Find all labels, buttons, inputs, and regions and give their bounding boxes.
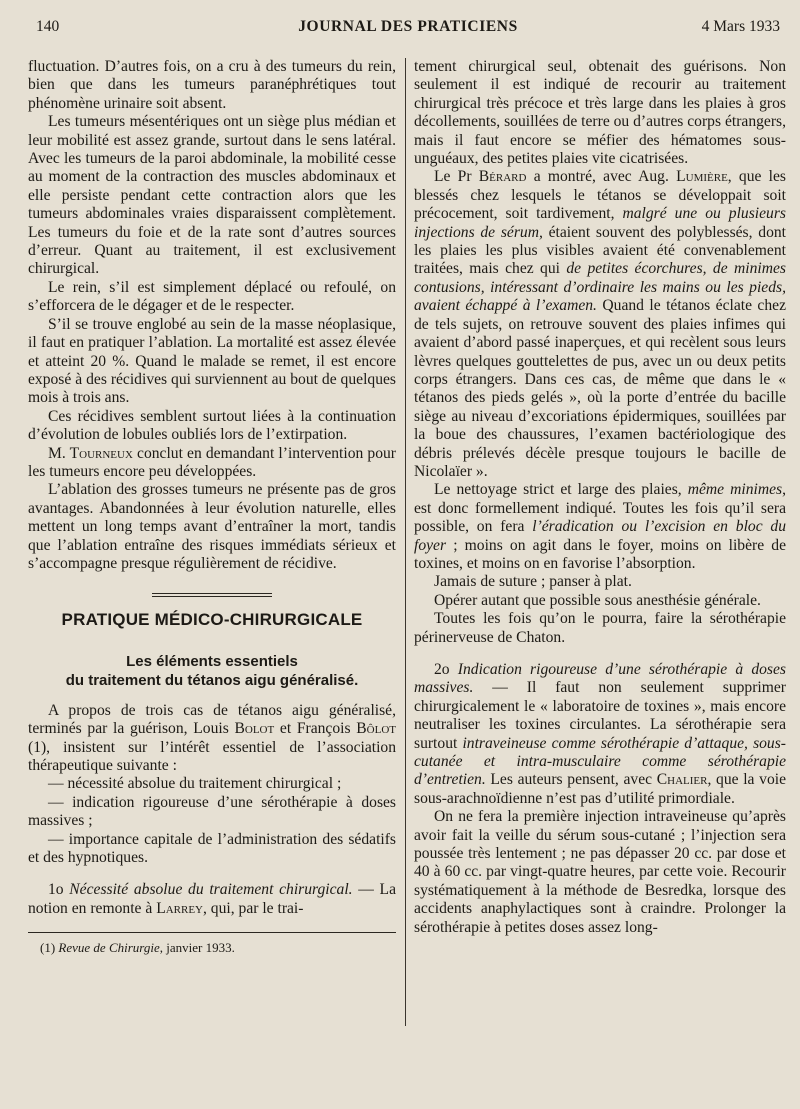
section-title: PRATIQUE MÉDICO-CHIRURGICALE xyxy=(61,610,363,630)
text-span: conclut en demandant l’intervention pour les tumeurs encore peu développées. xyxy=(28,444,396,480)
spacer xyxy=(414,647,786,661)
author-name: Lumière xyxy=(676,168,728,186)
author-name: M. Tourneux xyxy=(48,444,133,462)
author-name: Larrey xyxy=(156,899,203,917)
list-item: — importance capitale de l’administration des sédatifs et des hypnotiques. xyxy=(28,830,396,867)
paragraph: S’il se trouve englobé au sein de la masse néoplasique, il faut en pratiquer l’ablation. La mortalité est assez élevée et atteint 20 %. Quand le malade se remet, il est encore exposé à des récidives qui surviennent au bout de quelques mois à trois ans. xyxy=(28,315,396,407)
article-title-line: du traitement du tétanos aigu généralisé. xyxy=(65,671,359,689)
paragraph: Opérer autant que possible sous anesthésie générale. xyxy=(434,591,761,609)
subheading: Indication rigoureuse d’une sérothérapie à doses massives. xyxy=(414,661,786,697)
author-name: Bolot xyxy=(234,720,275,738)
paragraph xyxy=(414,481,786,573)
text-span: a montré, avec Aug. xyxy=(526,168,677,186)
text-span: — La notion en remonte à xyxy=(28,881,396,917)
paragraph xyxy=(28,881,396,918)
text-span: , janvier 1933. xyxy=(159,940,235,956)
text-span: , est donc formellement indiqué. Toutes les fois qu’il sera possible, on fera xyxy=(414,481,786,536)
paragraph: Jamais de suture ; panser à plat. xyxy=(434,573,632,591)
paragraph: Les tumeurs mésentériques ont un siège plus médian et leur mobilité est assez grande, surtout dans le sens latéral. Avec les tumeurs de la paroi abdominale, la mobilité cesse au moment de la contraction des muscles abdominaux et elle persiste pendant cette contraction alors que les tumeurs abdominales vraies disparaissent complètement. Les tumeurs du foie et de la rate sont d’autres sources d’erreur. Quant au traitement, il est exclusivement chirurgical. xyxy=(28,113,396,278)
paragraph xyxy=(414,168,786,481)
author-name: Bérard xyxy=(478,168,527,186)
text-span: — Il faut non seulement supprimer chirurgicalement le « laboratoire de toxines », mais encore neutraliser les toxines circulantes. La sérothérapie sera surtout xyxy=(414,679,786,752)
right-column xyxy=(414,58,786,937)
text-span: étaient souvent des polyblessés, dont les plaies les plus visibles avaient été convenablement traitées, mais chez qui xyxy=(414,223,786,278)
issue-date: 4 Mars 1933 xyxy=(701,18,780,35)
subheading: Nécessité absolue du traitement chirurgical. xyxy=(69,881,353,899)
emphasis: intraveineuse comme sérothérapie d’attaque, sous-cutanée et intra-musculaire comme sérothérapie d’entretien. xyxy=(414,734,786,789)
paragraph xyxy=(414,661,786,808)
left-column xyxy=(28,58,396,958)
text-span: Le Pr xyxy=(434,168,479,186)
journal-reference: Revue de Chirurgie xyxy=(58,940,160,956)
paragraph: L’ablation des grosses tumeurs ne présente pas de gros avantages. Abandonnées à leur évolution naturelle, elles mettent un long temps avant d’entraîner la mort, tandis que l’ablation entraîne des risques immédiats sérieux et s’accompagne presque régulièrement de récidive. xyxy=(28,481,396,572)
list-item: — nécessité absolue du traitement chirurgical ; xyxy=(48,775,342,793)
paragraph: On ne fera la première injection intraveineuse qu’après avoir fait la veille du sérum sous-cutané ; l’injection sera poussée très lentement ; ne pas dépasser 20 cc. par dose et 40 à 60 cc. par vingt-quatre heures, par cette voie. Recourir systématiquement à la méthode de Besredka, lorsque des accidents anaphylactiques sont à craindre. Prolonger la sérothérapie à petites doses assez long- xyxy=(414,808,786,936)
text-span: 1o xyxy=(48,881,70,899)
text-span: Le nettoyage strict et large des plaies, xyxy=(434,481,688,499)
text-span: Quand le tétanos éclate chez de tels sujets, on retrouve souvent des plaies infimes qui avaient d’abord passé inaperçues, et qui recèlent sous leurs lèvres quelques gouttelettes de pus, avec un ou deux petits corps étrangers. Dans ces cas, de même que dans le « tétanos des pieds gelés », où la porte d’entrée du bacille siège au niveau d’excoriations épidermiques, souillées par la boue des chaussures, l’examen bactériologique des débris prélevés décèle presque toujours le bacille de Nicolaïer ». xyxy=(414,297,786,480)
column-divider xyxy=(405,58,406,1026)
emphasis: l’éradication ou l’excision en bloc du foyer xyxy=(414,518,787,554)
paragraph: Le rein, s’il est simplement déplacé ou refoulé, on s’efforcera de le dégager et de le respecter. xyxy=(28,278,396,315)
list-item: — indication rigoureuse d’une sérothérapie à doses massives ; xyxy=(28,793,396,830)
paragraph: fluctuation. D’autres fois, on a cru à des tumeurs du rein, bien que dans les tumeurs paranéphrétiques tout phénomène urinaire soit absent. xyxy=(28,58,396,112)
page-number: 140 xyxy=(36,18,60,35)
paragraph xyxy=(28,702,396,776)
article-title xyxy=(28,652,396,690)
text-span: et François xyxy=(274,720,357,738)
text-span: ; moins on agit dans le foyer, moins on libère de toxines, et moins on en favorise l’absorption. xyxy=(414,536,786,572)
text-span: (1), insistent sur l’intérêt essentiel de l’association thérapeutique suivante : xyxy=(28,738,396,774)
text-span: A propos de trois cas de tétanos aigu généralisé, terminés par la guérison, Louis xyxy=(28,701,396,738)
text-span: Les auteurs pensent, avec xyxy=(485,771,657,789)
running-header xyxy=(36,18,780,40)
paragraph: Ces récidives semblent surtout liées à la continuation d’évolution de lobules oubliés lors de l’extirpation. xyxy=(28,407,396,444)
spacer xyxy=(28,867,396,881)
paragraph: Toutes les fois qu’on le pourra, faire la sérothérapie périnerveuse de Chaton. xyxy=(414,610,786,646)
text-span: , que la voie sous-arachnoïdienne n’est pas d’utilité primordiale. xyxy=(414,771,786,807)
journal-title: JOURNAL DES PRATICIENS xyxy=(298,18,518,35)
paragraph: tement chirurgical seul, obtenait des guérisons. Non seulement il est indiqué de recourir au traitement chirurgical très précoce et très large dans les plaies à gros décollements, souillées de terre ou d’autres corps étrangers, mais il faut encore se méfier des hématomes sous-unguéaux, des petites plaies vite cicatrisées. xyxy=(414,58,786,168)
paragraph xyxy=(28,445,396,482)
emphasis: même minimes xyxy=(687,481,783,499)
text-span: 2o xyxy=(434,661,458,678)
text-span: (1) xyxy=(40,940,59,956)
author-name: Chalier xyxy=(656,771,708,789)
text-span: , qui, par le trai- xyxy=(203,899,304,917)
section-separator xyxy=(152,593,272,597)
emphasis: malgré une ou plusieurs injections de sérum, xyxy=(414,205,786,241)
emphasis: de petites écorchures, de minimes contusions, intéressant d’ordinaire les mains ou les pieds, avaient échappé à l’examen. xyxy=(414,260,786,315)
footnote-rule xyxy=(28,932,396,933)
footnote xyxy=(28,939,396,957)
text-span: , que les blessés chez lesquels le tétanos se développait soit précocement, soit tardivement, xyxy=(414,168,786,223)
article-title-line: Les éléments essentiels xyxy=(126,652,298,670)
author-name: Bôlot xyxy=(356,720,396,738)
